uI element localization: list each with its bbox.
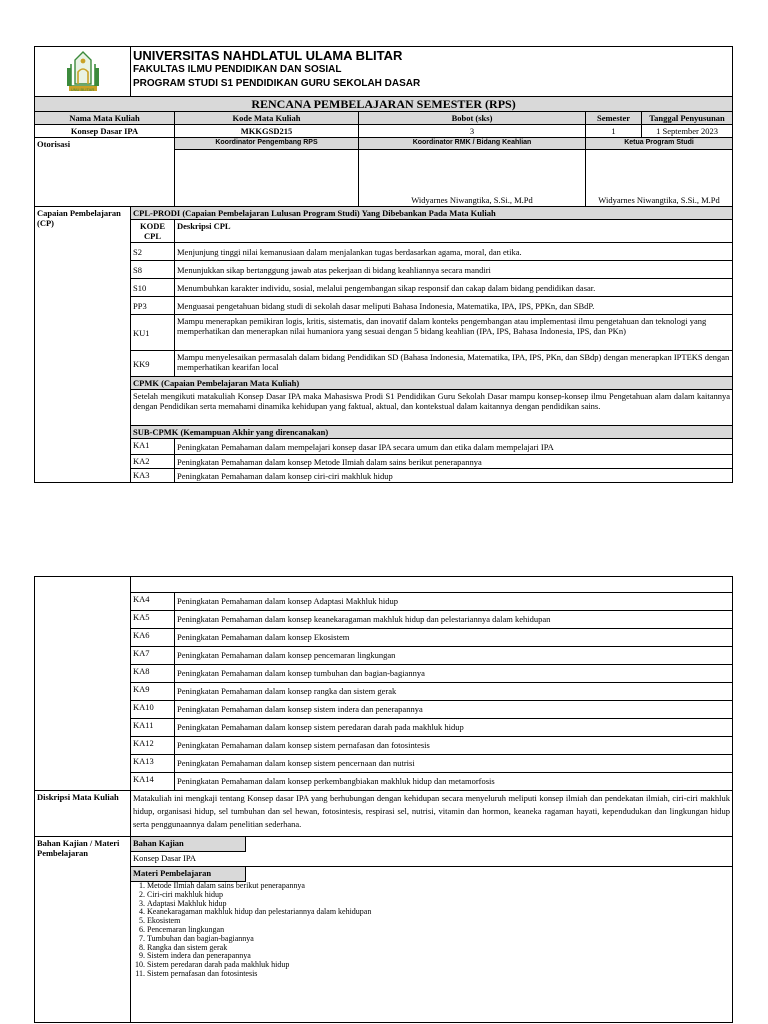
cpl-code: KK9 [131,351,175,377]
university-logo-icon [63,50,103,92]
course-name-value: Konsep Dasar IPA [35,125,175,138]
materi-item: 9. Sistem indera dan penerapannya [147,952,732,961]
bahan-kajian-title: Bahan Kajian [131,837,246,852]
materi-item: 3. Adaptasi Makhluk hidup [147,900,732,909]
faculty-name: FAKULTAS ILMU PENDIDIKAN DAN SOSIAL [133,64,342,75]
ka-code: KA7 [131,647,175,665]
document-title: RENCANA PEMBELAJARAN SEMESTER (RPS) [35,97,733,112]
ka-text: Peningkatan Pemahaman dalam konsep rangka dan sistem gerak [175,683,733,701]
rps-page-2 [34,576,733,1023]
cpl-text: Mampu menerapkan pemikiran logis, kritis, sistematis, dan inovatif dalam konteks pengembangan atau implementasi ilmu pengetahuan dan teknologi yang memperhatikan dan menerapkan nilai humaniora yang sesuai dengan 5 bidang keahlian (IPA, IPS, Bahasa Indonesia, IPS, dan PKn) [175,315,733,351]
materi-item: 7. Tumbuhan dan bagian-bagiannya [147,935,732,944]
materi-item: 4. Keanekaragaman makhluk hidup dan pelestariannya dalam kehidupan [147,908,732,917]
cpl-desc-header: Deskripsi CPL [175,220,733,243]
ka-code: KA11 [131,719,175,737]
ka-code: KA2 [131,455,175,469]
cpl-code-header: KODE CPL [131,220,175,243]
materi-title: Materi Pembelajaran [131,867,246,882]
date-label: Tanggal Penyusunan [642,112,733,125]
cpl-text: Menumbuhkan karakter individu, sosial, melalui pengembangan sikap responsif dan cakap dalam bidang pendidikan dasar. [175,279,733,297]
ka-code: KA3 [131,469,175,483]
ka-code: KA10 [131,701,175,719]
signature-2: Widyarnes Niwangtika, S.Si., M.Pd [359,150,586,207]
ka-text: Peningkatan Pemahaman dalam konsep tumbuhan dan bagian-bagiannya [175,665,733,683]
cpmk-title: CPMK (Capaian Pembelajaran Mata Kuliah) [131,377,733,390]
ka-code: KA9 [131,683,175,701]
cpl-code: KU1 [131,315,175,351]
capaian-label: Capaian Pembelajaran (CP) [35,207,131,483]
otorisasi-col-3: Ketua Program Studi [586,138,733,150]
ka-text: Peningkatan Pemahaman dalam konsep Ekosistem [175,629,733,647]
signature-3: Widyarnes Niwangtika, S.Si., M.Pd [586,150,733,207]
ka-text: Peningkatan Pemahaman dalam konsep sistem pencernaan dan nutrisi [175,755,733,773]
cpl-text: Mampu menyelesaikan permasalah dalam bidang Pendidikan SD (Bahasa Indonesia, Matematika, IPA, IPS, PKn, dan SBdp) dengan menerapkan IPTEKS dengan memperhatikan kearifan local [175,351,733,377]
ka-code: KA8 [131,665,175,683]
ka-text: Peningkatan Pemahaman dalam konsep ciri-ciri makhluk hidup [175,469,733,483]
semester-label: Semester [586,112,642,125]
cpl-code: S8 [131,261,175,279]
ka-text: Peningkatan Pemahaman dalam konsep perkembangbiakan makhluk hidup dan metamorfosis [175,773,733,791]
rps-page-1 [34,46,733,483]
logo-cell [35,47,131,97]
bahan-label: Bahan Kajian / Materi Pembelajaran [35,837,131,1023]
materi-item: 2. Ciri-ciri makhluk hidup [147,891,732,900]
cpl-title: CPL-PRODI (Capaian Pembelajaran Lulusan Program Studi) Yang Dibebankan Pada Mata Kuliah [131,207,733,220]
materi-item: 11. Sistem pernafasan dan fotosintesis [147,970,732,979]
ka-text: Peningkatan Pemahaman dalam mempelajari konsep dasar IPA secara umum dan etika dalam mempelajari IPA [175,439,733,455]
ka-code: KA13 [131,755,175,773]
blank-row [131,577,733,593]
cpmk-text: Setelah mengikuti matakuliah Konsep Dasar IPA maka Mahasiswa Prodi S1 Pendidikan Guru Sekolah Dasar mampu konsep-konsep ilmu Pengetahuan alam dalam kaitannya dengan Pendidikan serta memahami dinamika kehidupan yang faktual, aktual, dan kontekstual dalam kaitannya dengan pendidikan sains. [131,390,733,426]
ka-code: KA14 [131,773,175,791]
ka-code: KA4 [131,593,175,611]
university-name: UNIVERSITAS NAHDLATUL ULAMA BLITAR [133,48,403,63]
course-credit-label: Bobot (sks) [359,112,586,125]
materi-item: 5. Ekosistem [147,917,732,926]
semester-value: 1 [586,125,642,138]
otorisasi-col-2: Koordinator RMK / Bidang Keahlian [359,138,586,150]
capaian-continued [35,577,131,791]
ka-text: Peningkatan Pemahaman dalam konsep Metode Ilmiah dalam sains berikut penerapannya [175,455,733,469]
date-value: 1 September 2023 [642,125,733,138]
program-name: PROGRAM STUDI S1 PENDIDIKAN GURU SEKOLAH DASAR [133,78,421,89]
logo-caption: UNU BLITAR [70,87,95,93]
otorisasi-label: Otorisasi [35,138,175,207]
cpl-code: PP3 [131,297,175,315]
cpl-code: S2 [131,243,175,261]
otorisasi-col-1: Koordinator Pengembang RPS [175,138,359,150]
course-credit-value: 3 [359,125,586,138]
materi-item: 8. Rangka dan sistem gerak [147,944,732,953]
materi-item: 1. Metode Ilmiah dalam sains berikut penerapannya [147,882,732,891]
materi-item: 10. Sistem peredaran darah pada makhluk hidup [147,961,732,970]
bahan-content [131,837,733,1023]
cpl-text: Menguasai pengetahuan bidang studi di sekolah dasar meliputi Bahasa Indonesia, Matematika, IPA, IPS, PPKn, dan SBdP. [175,297,733,315]
cpl-text: Menjunjung tinggi nilai kemanusiaan dalam menjalankan tugas berdasarkan agama, moral, dan etika. [175,243,733,261]
ka-text: Peningkatan Pemahaman dalam konsep keanekaragaman makhluk hidup dan pelestariannya dalam kehidupan [175,611,733,629]
ka-code: KA5 [131,611,175,629]
ka-text: Peningkatan Pemahaman dalam konsep pencemaran lingkungan [175,647,733,665]
ka-code: KA12 [131,737,175,755]
course-code-value: MKKGSD215 [175,125,359,138]
ka-text: Peningkatan Pemahaman dalam konsep sistem pernafasan dan fotosintesis [175,737,733,755]
cpl-code: S10 [131,279,175,297]
ka-text: Peningkatan Pemahaman dalam konsep sistem peredaran darah pada makhluk hidup [175,719,733,737]
subcpmk-title: SUB-CPMK (Kemampuan Akhir yang direncanakan) [131,426,733,439]
ka-text: Peningkatan Pemahaman dalam konsep Adaptasi Makhluk hidup [175,593,733,611]
ka-code: KA6 [131,629,175,647]
diskripsi-text: Matakuliah ini mengkaji tentang Konsep dasar IPA yang berhubungan dengan kehidupan secara menyeluruh meliputi konsep ilmiah dan pendekatan ilmiah, ciri-ciri makhluk hidup, organisasi hidup, sel tumbuhan dan sel hewan, fotosintesis, respirasi sel, nutrisi, vitamin dan hormon, keaneka ragaman hayati, kependudukan dan lingkungan hidup serta penggunaannya dalam penelitian sederhana. [131,791,733,837]
institution-header [131,47,733,97]
bahan-kajian-value: Konsep Dasar IPA [131,852,732,867]
course-code-label: Kode Mata Kuliah [175,112,359,125]
diskripsi-label: Diskripsi Mata Kuliah [35,791,131,837]
signature-1 [175,150,359,207]
course-name-label: Nama Mata Kuliah [35,112,175,125]
materi-item: 6. Pencemaran lingkungan [147,926,732,935]
materi-list [131,882,732,979]
cpl-text: Menunjukkan sikap bertanggung jawab atas pekerjaan di bidang keahliannya secara mandiri [175,261,733,279]
ka-text: Peningkatan Pemahaman dalam konsep sistem indera dan penerapannya [175,701,733,719]
ka-code: KA1 [131,439,175,455]
